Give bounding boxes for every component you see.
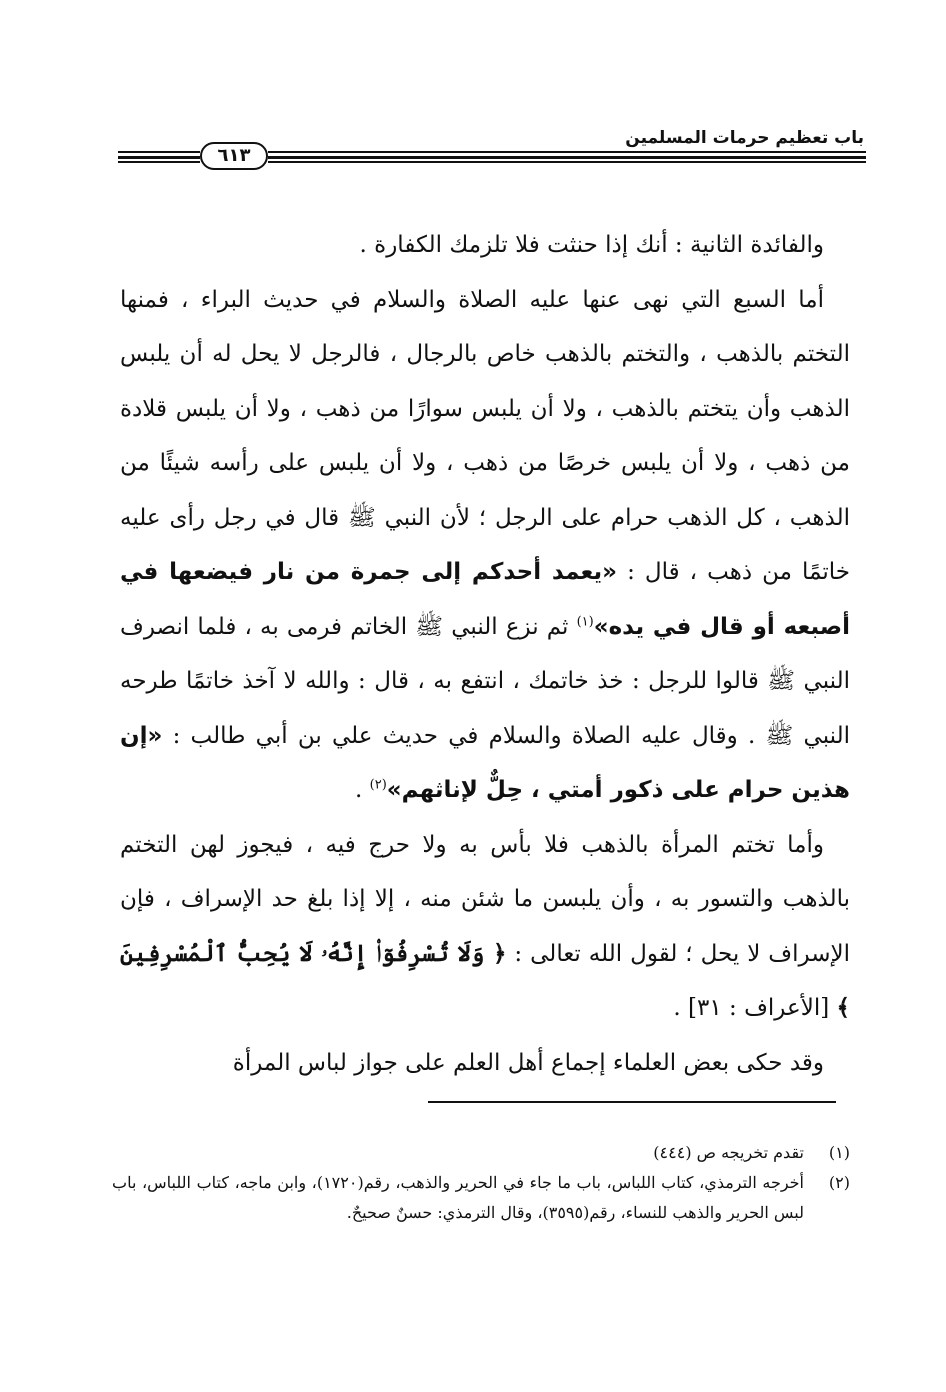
header-rule — [118, 145, 866, 166]
paragraph-2-text-1: أما السبع التي نهى عنها عليه الصلاة والسلام في حديث البراء ، فمنها التختم بالذهب ، والتختم بالذهب خاص بالرجال ، فالرجل لا يحل له أن يلبس الذهب وأن يتختم بالذهب ، ولا أن يلبس سوارًا من ذهب ، ولا أن يلبس قلادة من ذهب ، ولا أن يلبس خرصًا من ذهب ، ولا أن يلبس على رأسه شيئًا من الذهب ، كل الذهب حرام على الرجل ؛ لأن النبي ﷺ قال في رجل رأى عليه خاتمًا من ذهب ، قال : — [120, 286, 850, 585]
footnote-1-text: تقدم تخريجه ص (٤٤٤) — [653, 1143, 804, 1162]
footnote-ref-2: (٢) — [369, 777, 387, 793]
footnote-2 — [112, 1168, 850, 1228]
chapter-title: باب تعظيم حرمات المسلمين — [625, 128, 864, 148]
paragraph-2-text-2: ثم نزع النبي ﷺ الخاتم فرمى به ، فلما انصرف النبي ﷺ قالوا للرجل : خذ خاتمك ، انتفع به ، قال : والله لا آخذ خاتمًا طرحه النبي ﷺ . وقال عليه الصلاة والسلام في حديث علي بن أبي طالب : — [120, 613, 850, 749]
footnote-ref-1: (١) — [576, 613, 594, 629]
paragraph-2 — [120, 273, 850, 818]
paragraph-2-text-3: . — [355, 777, 370, 803]
paragraph-4-text: وقد حكى بعض العلماء إجماع أهل العلم على جواز لباس المرأة — [232, 1049, 824, 1076]
paragraph-1 — [120, 218, 850, 273]
paragraph-1-text: والفائدة الثانية : أنك إذا حنثت فلا تلزمك الكفارة . — [359, 232, 824, 258]
paragraph-3-text: وأما تختم المرأة بالذهب فلا بأس به ولا حرج فيه ، فيجوز لهن التختم بالذهب والتسور به ، وأن يلبسن ما شئن منه ، إلا إذا بلغ حد الإسراف ، فإن الإسراف لا يحل ؛ لقول الله تعالى : — [120, 831, 851, 967]
hadith-quote-2: «إن هذين حرام على ذكور أمتي ، حِلٌّ لإناثهم» — [120, 722, 850, 803]
quran-reference: [الأعراف : ٣١] . — [673, 995, 837, 1021]
footnotes — [112, 1138, 850, 1228]
paragraph-4 — [120, 1036, 850, 1091]
main-text — [120, 218, 850, 1090]
hadith-quote-1: «يعمد أحدكم إلى جمرة من نار فيضعها في أصبعه أو قال في يده» — [120, 559, 851, 640]
header-rule-right — [268, 150, 866, 164]
footnote-2-number: (٢) — [828, 1173, 850, 1192]
footnote-1-number: (١) — [828, 1143, 850, 1162]
footnote-1 — [112, 1138, 850, 1168]
page-number: ٦١٣ — [200, 142, 268, 170]
quran-verse: ﴿ وَلَا تُسْرِفُوٓا۟ إِنَّهُۥ لَا يُحِبُّ ٱلْمُسْرِفِينَ ﴾ — [120, 939, 850, 1021]
footnote-2-text: أخرجه الترمذي، كتاب اللباس، باب ما جاء في الحرير والذهب، رقم(١٧٢٠)، وابن ماجه، كتاب اللباس، باب لبس الحرير والذهب للنساء، رقم(٣٥٩٥)، وقال الترمذي: حسنٌ صحيحٌ. — [112, 1173, 804, 1222]
footnote-separator — [428, 1101, 836, 1103]
paragraph-3 — [120, 818, 850, 1036]
header-rule-left — [118, 150, 200, 164]
